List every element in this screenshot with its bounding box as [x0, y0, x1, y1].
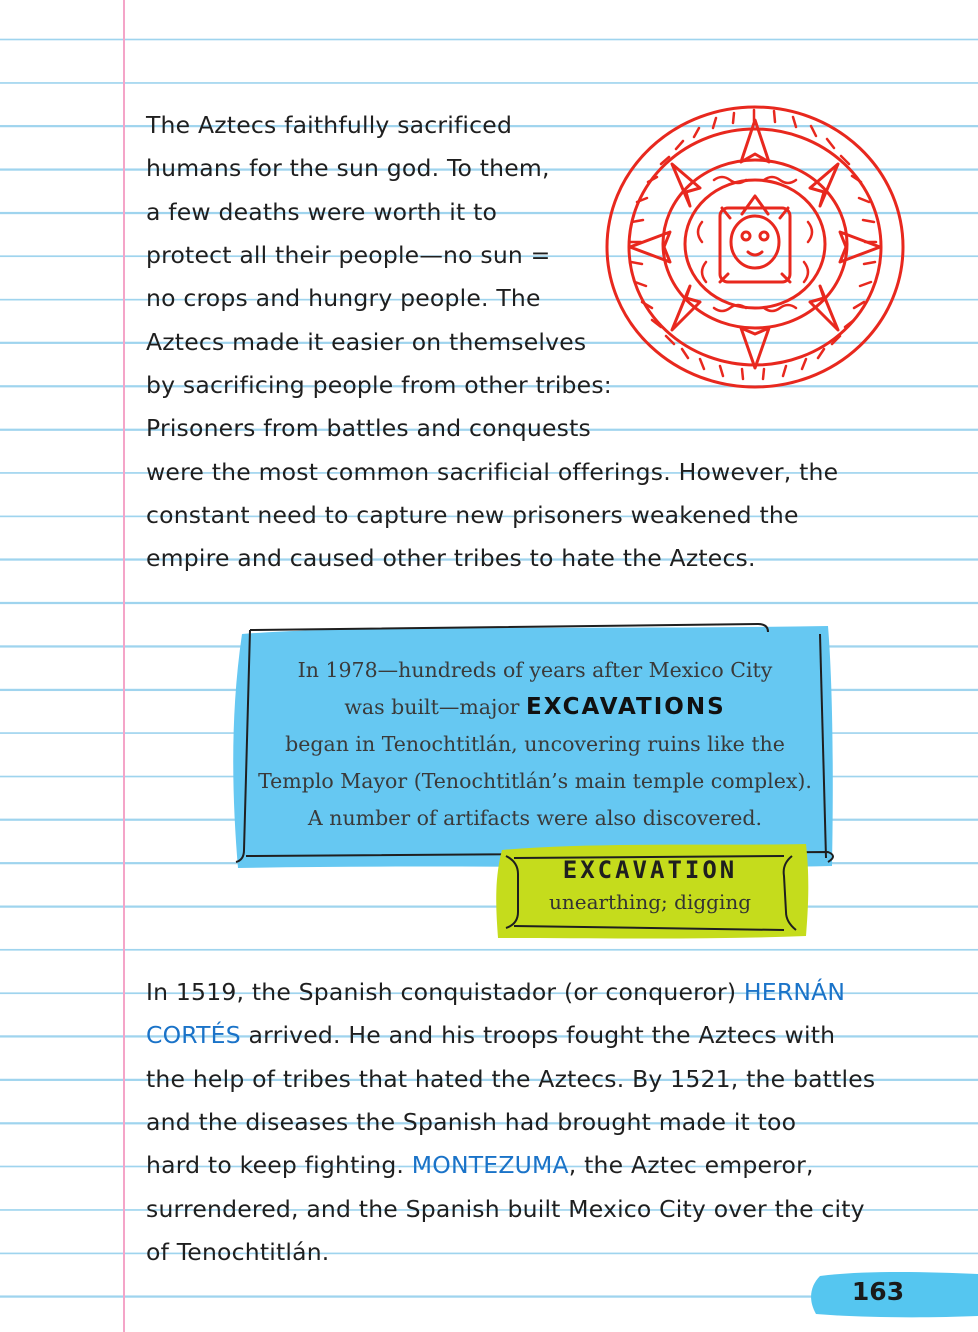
text-segment: , the Aztec emperor,	[568, 1151, 814, 1180]
text-line	[146, 1014, 875, 1057]
text-line: of Tenochtitlán.	[146, 1238, 330, 1267]
keyword-excavations: EXCAVATIONS	[526, 694, 726, 720]
page-number: 163	[851, 1277, 905, 1306]
paragraph-conquest	[146, 971, 875, 1274]
text-line: Aztecs made it easier on themselves	[146, 327, 587, 356]
text-line: by sacrificing people from other tribes:	[146, 371, 612, 400]
text-line	[146, 1144, 875, 1187]
text-segment: In 1519, the Spanish conquistador (or conqueror)	[146, 978, 737, 1006]
definition-meaning: unearthing; digging	[548, 890, 752, 914]
name-cortes: CORTÉS	[146, 1021, 241, 1050]
text-line: were the most common sacrificial offerings. However, the	[146, 457, 839, 486]
name-montezuma: MONTEZUMA	[411, 1151, 569, 1180]
text-line: constant need to capture new prisoners weakened the	[146, 501, 799, 530]
text-segment: arrived. He and his troops fought the Aztecs with	[248, 1021, 836, 1050]
callout-line: In 1978—hundreds of years after Mexico City	[297, 658, 773, 682]
definition-term: EXCAVATION	[562, 856, 738, 884]
text-line: humans for the sun god. To them,	[146, 154, 550, 183]
callout-line: Templo Mayor (Tenochtitlán’s main temple complex).	[258, 769, 812, 793]
definition-box	[494, 840, 810, 940]
page-number-tab	[808, 1268, 978, 1320]
text-segment: hard to keep fighting.	[146, 1151, 405, 1180]
text-line: Prisoners from battles and conquests	[146, 414, 591, 443]
text-line: and the diseases the Spanish had brought made it too	[146, 1108, 797, 1137]
text-line: protect all their people—no sun =	[146, 241, 551, 270]
text-line: the help of tribes that hated the Aztecs. By 1521, the battles	[146, 1064, 876, 1093]
excavation-callout-box	[228, 616, 840, 876]
text-line: surrendered, and the Spanish built Mexico City over the city	[146, 1194, 865, 1223]
text-line: no crops and hungry people. The	[146, 284, 541, 313]
text-line	[146, 971, 875, 1014]
name-hernan: HERNÁN	[743, 978, 846, 1006]
text-line: empire and caused other tribes to hate the Aztecs.	[146, 544, 756, 573]
aztec-sun-stone-icon	[602, 102, 908, 392]
text-line: The Aztecs faithfully sacrificed	[146, 111, 513, 139]
callout-line	[248, 689, 822, 726]
callout-line-text: was built—major	[344, 695, 520, 719]
notebook-margin-line	[123, 0, 125, 1332]
text-line: a few deaths were worth it to	[146, 197, 498, 226]
callout-line: A number of artifacts were also discovered.	[307, 806, 763, 830]
callout-line: began in Tenochtitlán, uncovering ruins like the	[285, 732, 785, 756]
callout-text	[248, 652, 822, 837]
